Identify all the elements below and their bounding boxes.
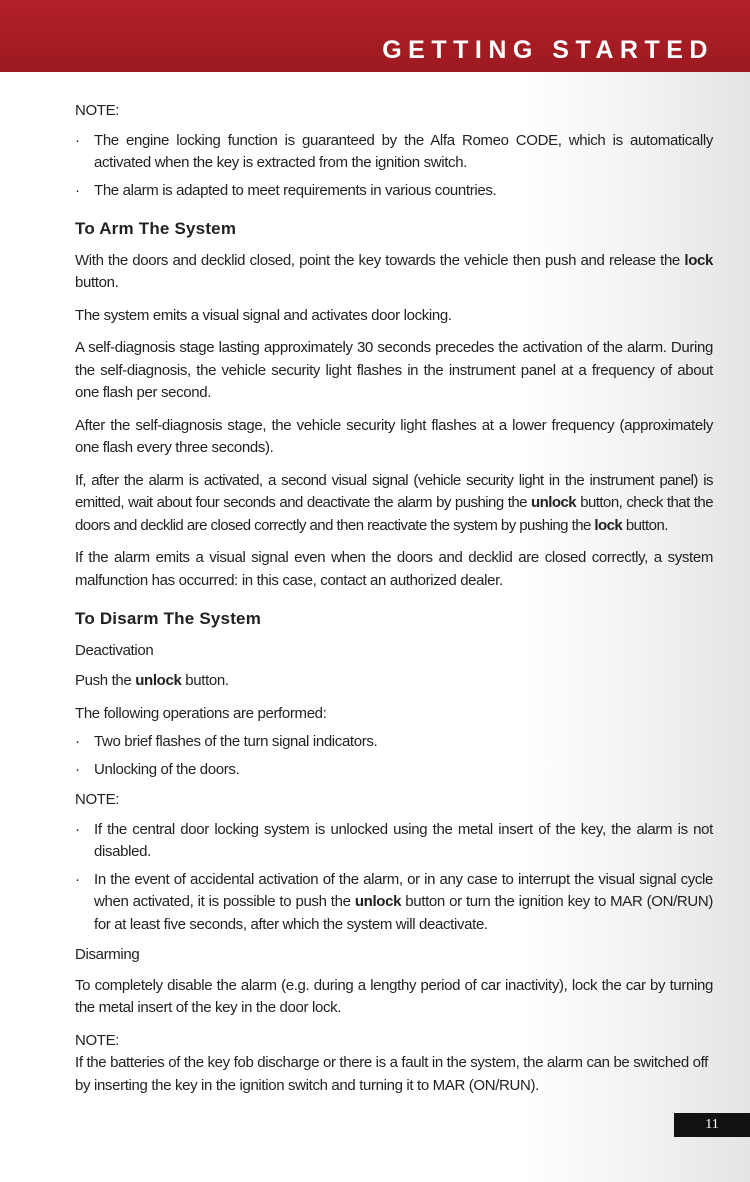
list-item: · Unlocking of the doors. xyxy=(75,759,713,782)
subheading-disarming: Disarming xyxy=(75,946,140,963)
paragraph: To completely disable the alarm (e.g. during a lengthy period of car inactivity), lock the car by turning the metal insert of the key in the door lock. xyxy=(75,976,713,1016)
heading-disarm-system: To Disarm The System xyxy=(75,609,262,628)
paragraph: After the self-diagnosis stage, the vehicle security light flashes at a lower frequency (approximately one flash every three seconds). xyxy=(75,416,713,456)
list-item: · In the event of accidental activation of the alarm, or in any case to interrupt the visual signal cycle when activated, it is possible to push the unlock button or turn the ignition key to MAR (ON/RUN) for at least five seconds, after which the system will deactivate. xyxy=(75,869,713,937)
paragraph: If, after the alarm is activated, a second visual signal (vehicle security light in the instrument panel) is emitted, wait about four seconds and deactivate the alarm by pushing the unlock button, check that the doors and decklid are closed correctly and then reactivate the system by pushing the lock button. xyxy=(75,471,714,534)
paragraph: The system emits a visual signal and activates door locking. xyxy=(75,306,452,324)
subheading-deactivation: Deactivation xyxy=(75,641,154,659)
paragraph: A self-diagnosis stage lasting approximately 30 seconds precedes the activation of the alarm. During the self-diagnosis, the vehicle security light flashes in the instrument panel at a frequency of about one flash per second. xyxy=(75,339,713,401)
page-content xyxy=(75,100,713,1107)
list-item: · If the central door locking system is unlocked using the metal insert of the key, the alarm is not disabled. xyxy=(75,819,713,864)
paragraph: Push the unlock button. xyxy=(75,672,229,689)
heading-arm-system: To Arm The System xyxy=(75,219,237,238)
note-list xyxy=(75,819,713,937)
note-label: NOTE: xyxy=(75,1031,120,1049)
operations-list xyxy=(75,731,713,781)
page-number: 11 xyxy=(674,1113,750,1137)
list-item: · Two brief flashes of the turn signal indicators. xyxy=(75,731,713,754)
paragraph: With the doors and decklid closed, point the key towards the vehicle then push and release the lock button. xyxy=(75,251,713,291)
paragraph: The following operations are performed: xyxy=(75,704,327,722)
list-item: · The engine locking function is guaranteed by the Alfa Romeo CODE, which is automatically activated when the key is extracted from the ignition switch. xyxy=(75,130,713,175)
note-list xyxy=(75,130,713,203)
section-title: GETTING STARTED xyxy=(382,36,714,64)
paragraph: If the alarm emits a visual signal even when the doors and decklid are closed correctly, a system malfunction has occurred: in this case, contact an authorized dealer. xyxy=(75,549,713,589)
page-header-bar xyxy=(0,0,750,72)
note-label: NOTE: xyxy=(75,102,120,119)
paragraph: If the batteries of the key fob discharge or there is a fault in the system, the alarm can be switched off by inserting the key in the ignition switch and turning it to MAR (ON/RUN). xyxy=(75,1054,708,1094)
note-label: NOTE: xyxy=(75,791,120,808)
list-item: · The alarm is adapted to meet requirements in various countries. xyxy=(75,180,713,203)
